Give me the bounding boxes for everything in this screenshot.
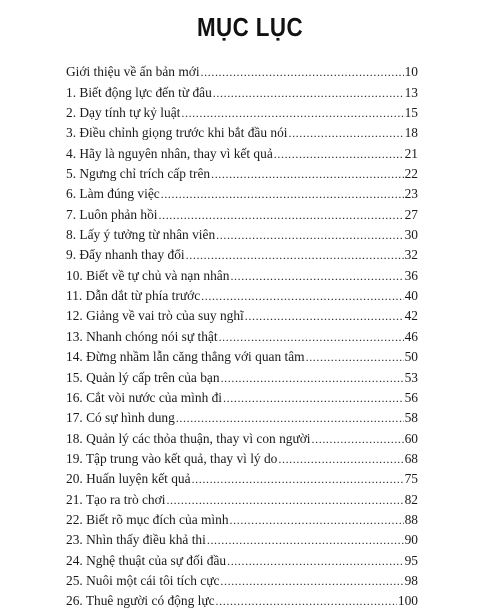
toc-entry-title: 23. Nhìn thấy điều khả thi xyxy=(66,532,206,548)
dot-leader xyxy=(278,451,403,467)
toc-entry-page-number: 23 xyxy=(404,186,418,202)
toc-entry xyxy=(66,589,418,609)
dot-leader xyxy=(213,85,404,101)
dot-leader xyxy=(159,207,404,223)
toc-entry xyxy=(66,324,418,344)
toc-entry-page-number: 22 xyxy=(404,166,418,182)
toc-entry-title: 26. Thuê người có động lực xyxy=(66,593,215,609)
toc-entry xyxy=(66,202,418,222)
toc-entry-page-number: 68 xyxy=(404,450,418,466)
toc-entry xyxy=(66,162,418,182)
dot-leader xyxy=(219,329,404,345)
toc-entry-title: 2. Dạy tính tự kỷ luật xyxy=(66,105,181,121)
dot-leader xyxy=(201,64,404,80)
dot-leader xyxy=(223,390,404,406)
toc-entry-title: 15. Quản lý cấp trên của bạn xyxy=(66,369,220,385)
dot-leader xyxy=(216,227,403,243)
toc-entry-title: 22. Biết rõ mục đích của mình xyxy=(66,511,229,527)
toc-entry-title: 17. Có sự hình dung xyxy=(66,410,175,426)
toc-entry-title: 13. Nhanh chóng nói sự thật xyxy=(66,328,218,344)
toc-entry-title: 21. Tạo ra trò chơi xyxy=(66,491,166,507)
dot-leader xyxy=(216,593,397,609)
toc-entry-title: 9. Đẩy nhanh thay đổi xyxy=(66,247,185,263)
toc-entry-page-number: 18 xyxy=(404,125,418,141)
dot-leader xyxy=(221,370,404,386)
toc-entry xyxy=(66,121,418,141)
toc-entry xyxy=(66,182,418,202)
toc-entry xyxy=(66,284,418,304)
toc-entry-page-number: 90 xyxy=(404,532,418,548)
toc-entry xyxy=(66,569,418,589)
toc-entry xyxy=(66,243,418,263)
toc-entry-page-number: 98 xyxy=(404,572,418,588)
dot-leader xyxy=(274,146,404,162)
toc-entry xyxy=(66,467,418,487)
toc-entry-title: 18. Quản lý các thỏa thuận, thay vì con người xyxy=(66,430,311,446)
toc-entry-page-number: 53 xyxy=(404,369,418,385)
dot-leader xyxy=(201,288,403,304)
toc-entry xyxy=(66,263,418,283)
dot-leader xyxy=(207,532,404,548)
dot-leader xyxy=(245,308,404,324)
toc-entry-page-number: 56 xyxy=(404,389,418,405)
toc-entry-page-number: 58 xyxy=(404,410,418,426)
toc-entry xyxy=(66,60,418,80)
toc-entry xyxy=(66,80,418,100)
dot-leader xyxy=(192,471,404,487)
toc-entry-title: 19. Tập trung vào kết quả, thay vì lý do xyxy=(66,450,278,466)
toc-entry-title: 12. Giảng về vai trò của suy nghĩ xyxy=(66,308,244,324)
dot-leader xyxy=(176,410,404,426)
toc-entry-title: Giới thiệu về ấn bản mới xyxy=(66,64,200,80)
toc-entry-title: 25. Nuôi một cái tôi tích cực xyxy=(66,572,220,588)
dot-leader xyxy=(161,186,404,202)
dot-leader xyxy=(186,247,404,263)
toc-entry xyxy=(66,447,418,467)
toc-entry-page-number: 95 xyxy=(404,552,418,568)
toc-entry xyxy=(66,528,418,548)
toc-entry-page-number: 27 xyxy=(404,206,418,222)
toc-entry-page-number: 60 xyxy=(404,430,418,446)
toc-entry-title: 10. Biết về tự chủ và nạn nhân xyxy=(66,267,230,283)
dot-leader xyxy=(230,268,403,284)
dot-leader xyxy=(230,512,404,528)
toc-entry-page-number: 15 xyxy=(404,105,418,121)
toc-entry-title: 5. Ngưng chỉ trích cấp trên xyxy=(66,166,211,182)
toc-entry xyxy=(66,406,418,426)
toc-entry-title: 3. Điều chỉnh giọng trước khi bắt đầu nói xyxy=(66,125,288,141)
toc-entry xyxy=(66,101,418,121)
toc-entry-page-number: 10 xyxy=(404,64,418,80)
toc-entry-title: 4. Hãy là nguyên nhân, thay vì kết quả xyxy=(66,145,273,161)
page-title: MỤC LỤC xyxy=(196,12,304,42)
toc-entry-page-number: 30 xyxy=(404,227,418,243)
toc-entry xyxy=(66,345,418,365)
toc-entry xyxy=(66,141,418,161)
toc-entry-title: 16. Cắt vòi nước của mình đi xyxy=(66,389,223,405)
toc-entry-page-number: 32 xyxy=(404,247,418,263)
toc-entry-title: 6. Làm đúng việc xyxy=(66,186,160,202)
toc-entry-title: 7. Luôn phản hồi xyxy=(66,206,158,222)
dot-leader xyxy=(211,166,404,182)
dot-leader xyxy=(312,431,404,447)
toc-entry xyxy=(66,487,418,507)
toc-entry-page-number: 88 xyxy=(404,511,418,527)
toc-entry-page-number: 50 xyxy=(404,349,418,365)
toc-entry xyxy=(66,386,418,406)
toc-entry-title: 8. Lấy ý tưởng từ nhân viên xyxy=(66,227,216,243)
toc-entry xyxy=(66,223,418,243)
toc-entry-title: 14. Đừng nhầm lẫn căng thẳng với quan tâm xyxy=(66,349,305,365)
dot-leader xyxy=(220,573,403,589)
toc-entry-title: 1. Biết động lực đến từ đâu xyxy=(66,84,212,100)
toc-entry-page-number: 21 xyxy=(404,145,418,161)
toc-entry xyxy=(66,426,418,446)
dot-leader xyxy=(181,105,403,121)
toc-entry-page-number: 36 xyxy=(404,267,418,283)
dot-leader xyxy=(227,553,404,569)
toc-entry-title: 11. Dẫn dắt từ phía trước xyxy=(66,288,201,304)
toc-entry-page-number: 82 xyxy=(404,491,418,507)
toc-entry xyxy=(66,548,418,568)
dot-leader xyxy=(306,349,404,365)
toc-entry-title: 20. Huấn luyện kết quả xyxy=(66,471,191,487)
dot-leader xyxy=(166,492,403,508)
toc-entry-page-number: 13 xyxy=(404,84,418,100)
toc-entry-page-number: 42 xyxy=(404,308,418,324)
toc-entry xyxy=(66,508,418,528)
toc-entry-page-number: 100 xyxy=(397,593,418,609)
toc-entry-title: 24. Nghệ thuật của sự đối đầu xyxy=(66,552,227,568)
dot-leader xyxy=(288,125,403,141)
toc-entry-page-number: 40 xyxy=(404,288,418,304)
toc-entry-page-number: 75 xyxy=(404,471,418,487)
toc-entry-page-number: 46 xyxy=(404,328,418,344)
toc-entry xyxy=(66,365,418,385)
table-of-contents xyxy=(66,60,418,609)
toc-entry xyxy=(66,304,418,324)
